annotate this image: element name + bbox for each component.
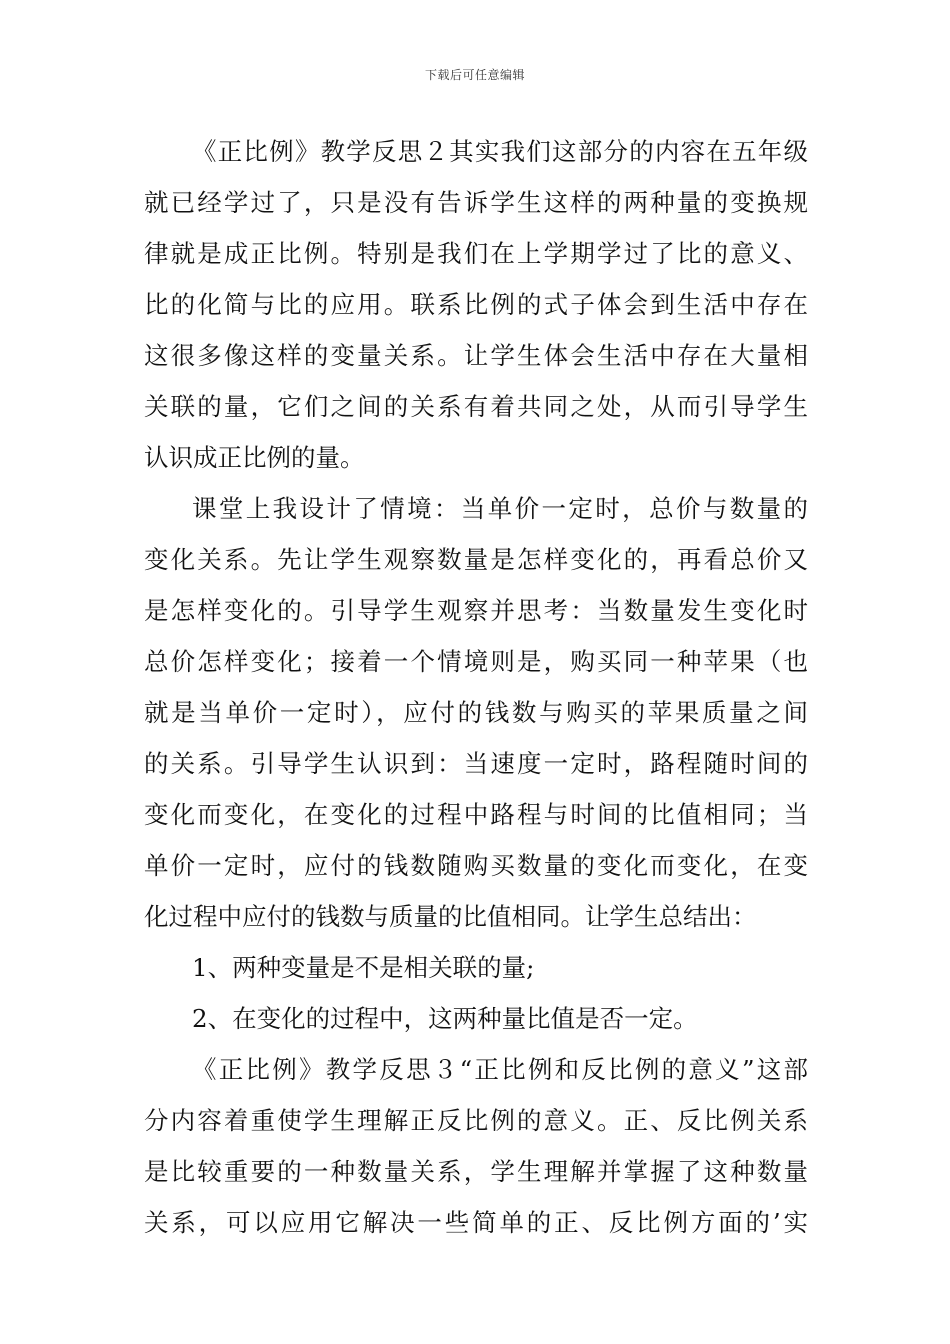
text-line: 《正比例》教学反思２其实我们这部分的内容在五年级: [192, 137, 808, 166]
text-line: 变化关系。先让学生观察数量是怎样变化的，再看总价又: [144, 545, 808, 574]
text-line: 就已经学过了，只是没有告诉学生这样的两种量的变换规: [144, 188, 808, 217]
text-line: 律就是成正比例。特别是我们在上学期学过了比的意义、: [144, 239, 808, 268]
text-line: 是怎样变化的。引导学生观察并思考：当数量发生变化时: [144, 596, 808, 625]
document-body: [144, 126, 808, 1248]
list-item: [144, 993, 808, 1044]
text-line: 比的化简与比的应用。联系比例的式子体会到生活中存在: [144, 290, 808, 319]
text-line: 《正比例》教学反思３“正比例和反比例的意义”这部: [192, 1055, 808, 1084]
text-line: 分内容着重使学生理解正反比例的意义。正、反比例关系: [144, 1106, 808, 1135]
text-line: 2、在变化的过程中，这两种量比值是否一定。: [192, 1004, 698, 1033]
text-line: 的关系。引导学生认识到：当速度一定时，路程随时间的: [144, 749, 808, 778]
paragraph: [144, 126, 808, 483]
text-line: 是比较重要的一种数量关系，学生理解并掌握了这种数量: [144, 1157, 808, 1186]
paragraph: [144, 483, 808, 942]
text-line: 变化而变化，在变化的过程中路程与时间的比值相同；当: [144, 800, 808, 829]
paragraph: [144, 1044, 808, 1248]
text-line: 关联的量，它们之间的关系有着共同之处，从而引导学生: [144, 392, 808, 421]
text-line: 认识成正比例的量。: [144, 443, 365, 472]
header-note: 下载后可任意编辑: [424, 68, 525, 82]
text-line: 1、两种变量是不是相关联的量;: [192, 953, 535, 982]
text-line: 课堂上我设计了情境：当单价一定时，总价与数量的: [192, 494, 808, 523]
text-line: 就是当单价一定时），应付的钱数与购买的苹果质量之间: [144, 698, 808, 727]
text-line: 化过程中应付的钱数与质量的比值相同。让学生总结出：: [144, 902, 757, 931]
text-line: 这很多像这样的变量关系。让学生体会生活中存在大量相: [144, 341, 808, 370]
text-line: 关系，可以应用它解决一些简单的正、反比例方面的’实: [144, 1208, 808, 1237]
text-line: 总价怎样变化；接着一个情境则是，购买同一种苹果（也: [144, 647, 808, 676]
list-item: [144, 942, 808, 993]
text-line: 单价一定时，应付的钱数随购买数量的变化而变化，在变: [144, 851, 808, 880]
